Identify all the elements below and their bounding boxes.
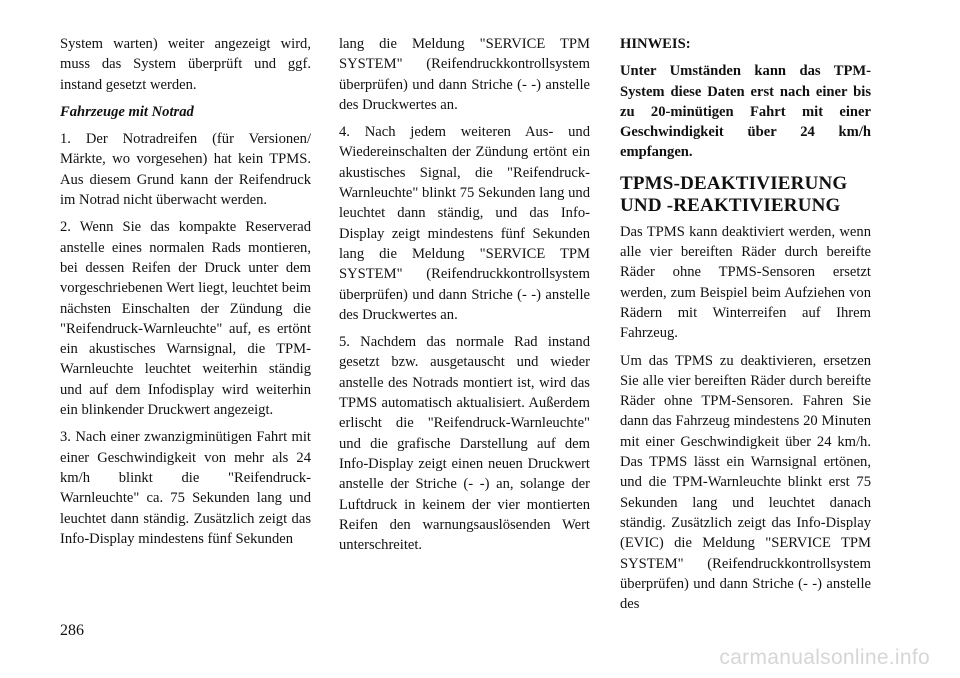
paragraph: lang die Meldung "SERVICE TPM SYSTEM" (Reifendruckkontrollsystem überprüfen) und dann Striche (- -) anstelle des Druckwertes an. [339,36,590,113]
subheading: Fahrzeuge mit Notrad [60,103,194,120]
paragraph: 4. Nach jedem weiteren Aus- und Wiedereinschalten der Zündung ertönt ein akustisches Signal, die "Reifendruck-Warnleuchte" blinkt 75 Sekunden lang und leuchtet dann ständig, und das Info-Display zeigt mindestens fünf Sekunden lang die Meldung "SERVICE TPM SYSTEM" (Reifendruckkontrollsystem überprüfen) und dann Striche (- -) anstelle des Druckwertes an. [339,124,590,323]
paragraph: 1. Der Notradreifen (für Versionen/ Märkte, wo vorgesehen) hat kein TPMS. Aus diesem Grund kann der Reifendruck im Notrad nicht überwacht werden. [60,131,311,209]
paragraph: Um das TPMS zu deaktivieren, ersetzen Sie alle vier bereiften Räder durch bereifte Räder ohne TPM-Sensoren. Fahren Sie dann das Fahrzeug mindestens 20 Minuten mit einer Geschwindigkeit über 24 km/h. Das TPMS lässt ein Warnsignal ertönen, und die TPM-Warnleuchte blinkt erst 75 Sekunden lang und leuchtet danach ständig. Zusätzlich zeigt das Info-Display (EVIC) die Meldung "SERVICE TPM SYSTEM" (Reifendruckkontrollsystem überprüfen) und dann Striche (- -) anstelle des [620,352,871,613]
section-heading: TPMS-DEAKTIVIERUNG UND -REAKTIVIERUNG [620,172,848,216]
watermark: carmanualsonline.info [719,646,930,669]
paragraph: 2. Wenn Sie das kompakte Reserverad anstelle eines normalen Rads montieren, bei dessen Reifen der Druck unter dem vorgeschriebenen Wert liegt, leuchtet beim nächsten Einschalten der Zündung die "Reifendruck-Warnleuchte" auf, es ertönt ein akustisches Warnsignal, die TPM-Warnleuchte leuchtet weiterhin ständig und auf dem Infodisplay wird weiterhin ein blinkender Druckwert angezeigt. [60,219,311,419]
column-1 [60,34,311,556]
note-label: HINWEIS: [620,36,691,52]
paragraph: 3. Nach einer zwanzigminütigen Fahrt mit einer Geschwindigkeit von mehr als 24 km/h blinkt die "Reifendruck-Warnleuchte" ca. 75 Sekunden lang und leuchtet dann ständig. Zusätzlich zeigt das Info-Display mindestens fünf Sekunden [60,429,311,547]
page-number: 286 [60,622,84,639]
paragraph: System warten) weiter angezeigt wird, muss das System überprüft und ggf. instand gesetzt werden. [60,36,311,93]
column-3 [620,34,871,621]
paragraph: Das TPMS kann deaktiviert werden, wenn alle vier bereiften Räder durch bereifte Räder ohne TPMS-Sensoren ersetzt werden, zum Beispiel beim Aufziehen von Rädern mit Winterreifen auf Ihrem Fahrzeug. [620,223,871,342]
column-2 [339,34,590,562]
paragraph: 5. Nachdem das normale Rad instand gesetzt bzw. ausgetauscht und wieder anstelle des Notrads montiert ist, wird das TPMS automatisch aktualisiert. Außerdem erlischt die "Reifendruck-Warnleuchte" und die grafische Darstellung auf dem Info-Display zeigt einen neuen Druckwert anstelle der Striche (- -) an, solange der Luftdruck in keinem der vier montierten Reifen den warnungsauslösenden Wert unterschreitet. [339,334,590,554]
note-text: Unter Umständen kann das TPM-System diese Daten erst nach einer bis zu 20-minütigen Fahrt mit einer Geschwindigkeit über 24 km/h empfangen. [620,63,871,161]
